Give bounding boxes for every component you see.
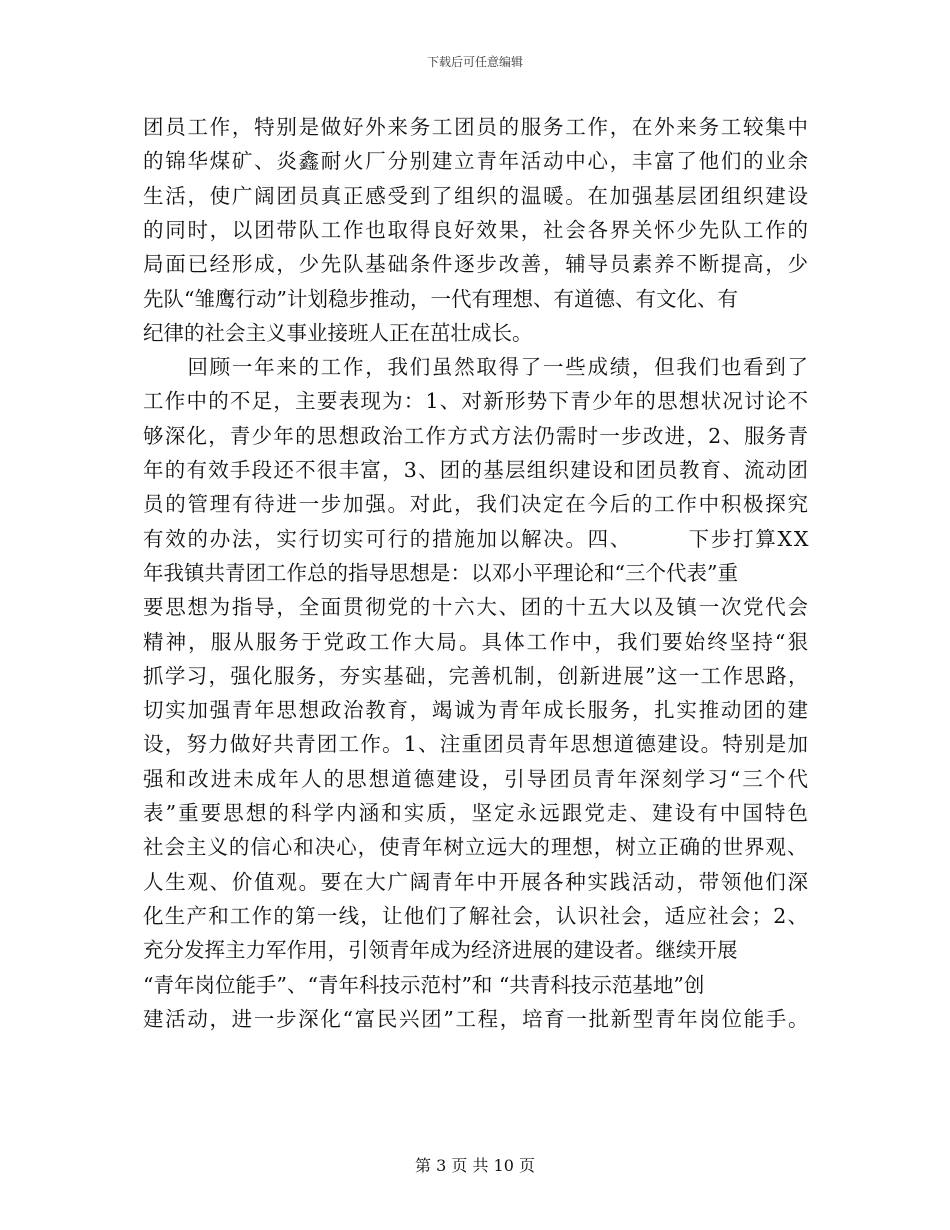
text-line: 先队“雏鹰行动”计划稳步推动，一代有理想、有道德、有文化、有 xyxy=(143,286,738,311)
text-line: “青年岗位能手”、“青年科技示范村”和 “共青科技示范基地”创 xyxy=(143,972,705,997)
text-line: 强和改进未成年人的思想道德建设，引导团员青年深刻学习“三个代 xyxy=(143,766,811,791)
text-line: 人生观、价值观。要在大广阔青年中开展各种实践活动，带领他们深 xyxy=(143,869,810,894)
text-line: 切实加强青年思想政治教育，竭诚为青年成长服务，扎实推动团的建 xyxy=(143,698,810,723)
text-line: 工作中的不足，主要表现为：1、对新形势下青少年的思想状况讨论不 xyxy=(143,389,810,414)
text-line: 表”重要思想的科学内涵和实质，坚定永远跟党走、建设有中国特色 xyxy=(143,801,811,825)
text-line: 的同时，以团带队工作也取得良好效果，社会各界关怀少先队工作的 xyxy=(143,217,810,242)
text-line: 纪律的社会主义事业接班人正在茁壮成长。 xyxy=(143,320,533,345)
text-line: 要思想为指导，全面贯彻党的十六大、团的十五大以及镇一次党代会 xyxy=(143,595,810,620)
text-line: 社会主义的信心和决心，使青年树立远大的理想，树立正确的世界观、 xyxy=(143,835,809,860)
text-line: 年的有效手段还不很丰富，3、团的基层组织建设和团员教育、流动团 xyxy=(143,458,810,482)
text-line: 设，努力做好共青团工作。1、注重团员青年思想道德建设。特别是加 xyxy=(143,732,810,757)
text-line: 有效的办法，实行切实可行的措施加以解决。四、 下步打算XX xyxy=(143,526,811,551)
page-footer: 第 3 页 共 10 页 xyxy=(415,1156,535,1175)
page-header: 下载后可任意编辑 xyxy=(426,55,523,69)
text-line: 建活动，进一步深化“富民兴团”工程，培育一批新型青年岗位能手。 xyxy=(143,1006,811,1031)
text-line: 够深化，青少年的思想政治工作方式方法仍需时一步改进，2、服务青 xyxy=(143,423,810,448)
text-line: 抓学习，强化服务，夯实基础，完善机制，创新进展”这一工作思路， xyxy=(143,663,810,688)
text-line: 生活，使广阔团员真正感受到了组织的温暖。在加强基层团组织建设 xyxy=(143,183,810,208)
text-line: 员的管理有待进一步加强。对此，我们决定在今后的工作中积极探究 xyxy=(143,492,810,517)
text-line: 的锦华煤矿、炎鑫耐火厂分别建立青年活动中心，丰富了他们的业余 xyxy=(143,149,810,174)
text-line: 充分发挥主力军作用，引领青年成为经济进展的建设者。继续开展 xyxy=(143,938,738,963)
text-line: 局面已经形成，少先队基础条件逐步改善，辅导员素养不断提高，少 xyxy=(143,252,810,277)
text-line: 年我镇共青团工作总的指导思想是：以邓小平理论和“三个代表”重 xyxy=(143,560,738,585)
text-line: 团员工作，特别是做好外来务工团员的服务工作，在外来务工较集中 xyxy=(143,115,810,139)
text-line: 回顾一年来的工作，我们虽然取得了一些成绩，但我们也看到了 xyxy=(143,355,810,380)
text-line: 精神，服从服务于党政工作大局。具体工作中，我们要始终坚持“狠 xyxy=(143,629,811,654)
text-line: 化生产和工作的第一线，让他们了解社会，认识社会，适应社会；2、 xyxy=(143,903,810,928)
